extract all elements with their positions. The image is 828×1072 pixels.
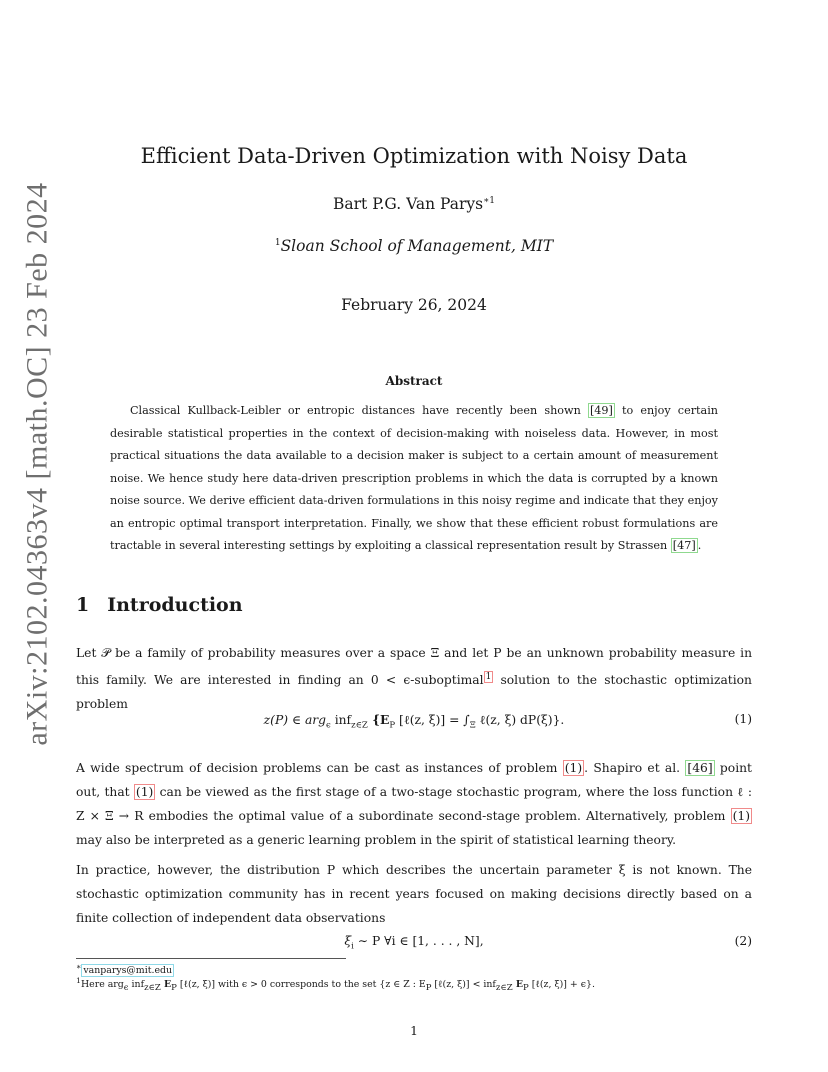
fn-sub: P — [171, 983, 177, 993]
fn-sub: z∈Z — [495, 983, 513, 993]
fn-sub: ϵ — [123, 983, 129, 993]
citation-link[interactable]: [46] — [687, 761, 713, 775]
paragraph — [76, 858, 752, 930]
fn-sub: z∈Z — [144, 983, 161, 993]
footnote-text: inf — [128, 979, 145, 991]
abstract-heading: Abstract — [385, 374, 443, 388]
footnote-text: E — [512, 979, 524, 991]
paper-title: Efficient Data-Driven Optimization with Noisy Data — [140, 144, 688, 168]
eq-sub: Ξ — [469, 720, 476, 731]
paragraph — [76, 641, 752, 716]
eq-rhs: [ℓ(z, ξ)] = ∫ — [395, 713, 470, 727]
citation-link[interactable]: [47] — [672, 539, 696, 552]
paragraph-text: In practice, however, the distribution P which describes the uncertain parameter ξ is not known. The stochastic optimization community has in recent years focused on making decisions directly based on a finite collection of independent data observations — [76, 863, 752, 925]
footnote-mark: 1 — [76, 976, 81, 985]
author-line — [0, 195, 828, 213]
abstract-body — [110, 400, 718, 558]
section-title: Introduction — [107, 594, 243, 616]
footnote-divider — [76, 958, 346, 959]
equation-body — [76, 934, 752, 951]
arxiv-stamp-text: arXiv:2102.04363v4 [math.OC] 23 Feb 2024 — [21, 182, 54, 746]
equation-body — [76, 712, 752, 730]
footnote-text: E — [160, 979, 172, 991]
footnote-mark: ∗ — [76, 962, 82, 971]
author-name: Bart P.G. Van Parys — [333, 195, 484, 213]
paragraph-text: point out, that — [76, 761, 752, 799]
citation-link[interactable]: [49] — [589, 404, 613, 417]
fn-sub: P — [523, 983, 529, 993]
abstract-text-c: . — [697, 539, 702, 552]
eq-rhs: ℓ(z, ξ) dP(ξ)}. — [475, 713, 565, 727]
footnote — [76, 962, 174, 976]
affiliation-name: Sloan School of Management, MIT — [280, 237, 554, 255]
footnote-text: [ℓ(z, ξ)] with ϵ > 0 corresponds to the set {z ∈ Z : E — [176, 979, 426, 991]
equation-link[interactable]: (1) — [564, 761, 583, 775]
paragraph-text: may also be interpreted as a generic learning problem in the spirit of statistical learning theory. — [76, 833, 677, 847]
author-footnote-mark[interactable]: ∗1 — [483, 195, 495, 206]
paragraph-text: solution to the stochastic optimization problem — [76, 673, 752, 712]
eq-sub: z∈Z — [351, 720, 368, 731]
equation-number: (1) — [734, 712, 752, 726]
footnote-text: [ℓ(z, ξ)] + ϵ}. — [528, 979, 595, 991]
section-number: 1 — [76, 594, 90, 616]
eq-sub: ϵ — [326, 720, 331, 731]
footnote-text: Here arg — [80, 979, 124, 991]
equation-link[interactable]: (1) — [135, 785, 154, 799]
affiliation-mark: 1 — [274, 237, 281, 248]
section-heading — [76, 594, 243, 616]
footnote-link[interactable]: 1 — [485, 672, 492, 682]
abstract-text-b: to enjoy certain desirable statistical properties in the context of decision-making with noiseless data. However, in most practical situations the data available to a decision maker is subject to a certain amount of measurement noise. We hence study here data-driven prescription problems in which the data is corrupted by a known noise source. We derive efficient data-driven formulations in this noisy regime and indicate that they enjoy an entropic optimal transport interpretation. Finally, we show that these efficient robust formulations are tractable in several interesting settings by exploiting a classical representation result by Strassen — [110, 404, 718, 552]
equation-link[interactable]: (1) — [732, 809, 750, 823]
eq-inf: inf — [330, 713, 352, 727]
eq-lhs: z(P) ∈ arg — [263, 713, 327, 727]
abstract-text-a: Classical Kullback-Leibler or entropic distances have recently been shown — [130, 404, 588, 417]
affiliation-line — [0, 237, 828, 255]
footnote — [76, 976, 595, 993]
fn-sub: P — [425, 983, 432, 993]
equation-number: (2) — [734, 934, 752, 948]
paragraph-text: A wide spectrum of decision problems can be cast as instances of problem — [76, 761, 563, 775]
eq-lhs: ξ — [344, 934, 352, 948]
paragraph-text: . Shapiro et al. — [584, 761, 686, 775]
eq-expectation: {E — [367, 712, 390, 727]
eq-sub: i — [351, 941, 354, 952]
paragraph-text: Let 𝒫 be a family of probability measures over a space Ξ and let P be an unknown probability measure in this family. We are interested in finding an 0 < ϵ-suboptimal — [76, 646, 752, 688]
paper-date: February 26, 2024 — [341, 296, 487, 314]
email-link[interactable]: vanparys@mit.edu — [83, 965, 173, 977]
eq-rhs: ∼ P ∀i ∈ [1, . . . , N], — [353, 934, 484, 948]
paragraph-text: can be viewed as the first stage of a two-stage stochastic program, where the loss function ℓ : Z × Ξ → R embodies the optimal value of a subordinate second-stage problem. Alternatively, problem — [76, 785, 752, 823]
page-number: 1 — [410, 1024, 418, 1038]
arxiv-identifier-stamp — [14, 182, 62, 746]
eq-sub: P — [389, 720, 396, 731]
footnote-text: [ℓ(z, ξ)] < inf — [431, 979, 496, 991]
paragraph — [76, 756, 752, 852]
